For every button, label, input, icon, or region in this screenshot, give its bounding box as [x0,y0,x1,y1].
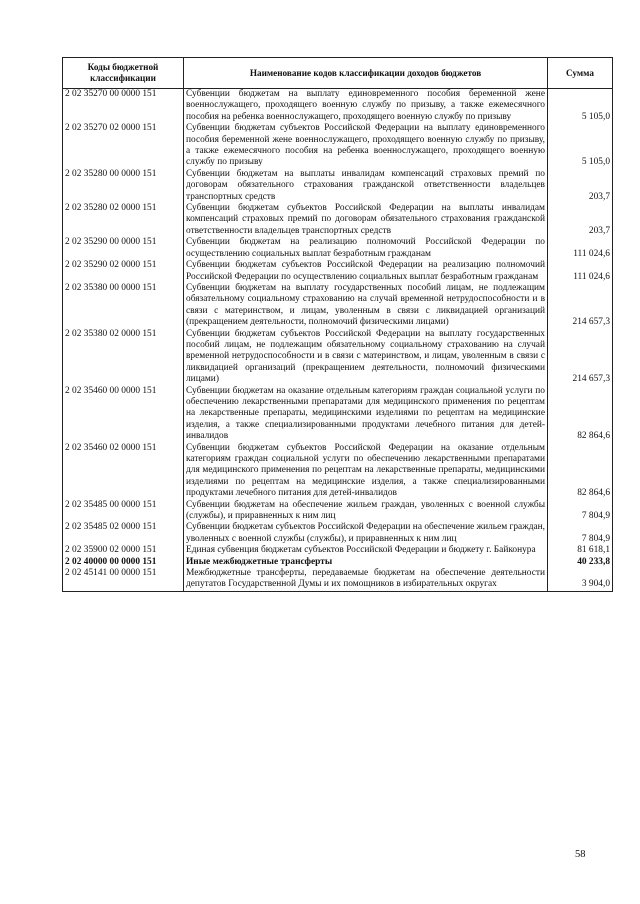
row-sum: 81 618,1 [548,545,613,556]
header-code: Коды бюджетной классификации [63,58,184,89]
table-row [63,500,613,523]
row-sum: 40 233,8 [548,557,613,568]
row-sum: 214 657,3 [548,283,613,329]
row-sum: 82 864,6 [548,443,613,500]
row-code: 2 02 35280 02 0000 151 [63,203,184,237]
row-name: Субвенции бюджетам на выплату единовременного пособия беременной жене военнослужащего, проходящего военную службу по призыву, а также ежемесячного пособия на ребенка военнослужащего, проходящего военную службу по призыву [184,89,548,124]
table-row [63,386,613,443]
row-name: Субвенции бюджетам субъектов Российской Федерации на выплаты инвалидам компенсаций страховых премий по договорам обязательного страхования гражданской ответственности владельцев транспортных средств [184,203,548,237]
row-code: 2 02 35280 00 0000 151 [63,169,184,203]
row-code: 2 02 35380 02 0000 151 [63,329,184,386]
row-code: 2 02 35290 00 0000 151 [63,237,184,260]
row-name: Субвенции бюджетам на оказание отдельным категориям граждан социальной услуги по обеспечению лекарственными препаратами для медицинского применения по рецептам на лекарственные препараты, медицинскими изделиями по рецептам на медицинские изделия, а также специализированными продуктами лечебного питания для детей-инвалидов [184,386,548,443]
row-code: 2 02 35270 02 0000 151 [63,123,184,169]
table-row [63,443,613,500]
row-code: 2 02 40000 00 0000 151 [63,557,184,568]
row-name: Единая субвенция бюджетам субъектов Российской Федерации и бюджету г. Байконура [184,545,548,556]
row-name: Субвенции бюджетам на выплаты инвалидам компенсаций страховых премий по договорам обязательного страхования гражданской ответственности владельцев транспортных средств [184,169,548,203]
row-name: Субвенции бюджетам субъектов Российской Федерации на оказание отдельным категориям граждан социальной услуги по обеспечению лекарственными препаратами для медицинского применения по рецептам на лекарственные препараты, медицинскими изделиями по рецептам на медицинские изделия, а также специализированными продуктами лечебного питания для детей-инвалидов [184,443,548,500]
table-row [63,329,613,386]
row-code: 2 02 35460 02 0000 151 [63,443,184,500]
table-row [63,203,613,237]
row-code: 2 02 45141 00 0000 151 [63,568,184,591]
header-name: Наименование кодов классификации доходов бюджетов [184,58,548,89]
row-name: Субвенции бюджетам субъектов Российской Федерации на выплату единовременного пособия беременной жене военнослужащего, проходящего военную службу по призыву, а также ежемесячного пособия на ребенка военнослужащего, проходящего военную службу по призыву [184,123,548,169]
table-row [63,169,613,203]
header-sum: Сумма [548,58,613,89]
row-code: 2 02 35485 02 0000 151 [63,522,184,545]
budget-classification-table [62,57,613,592]
row-name: Субвенции бюджетам субъектов Российской Федерации на выплату государственных пособий лицам, не подлежащим обязательному социальному страхованию на случай временной нетрудоспособности и в связи с материнством, и лицам, уволенным в связи с ликвидацией организаций (прекращением деятельности, полномочий физическими лицами) [184,329,548,386]
row-sum: 5 105,0 [548,123,613,169]
table-row [63,123,613,169]
row-sum: 203,7 [548,169,613,203]
table-row [63,545,613,556]
page-number: 58 [575,849,586,860]
row-code: 2 02 35380 00 0000 151 [63,283,184,329]
row-name: Иные межбюджетные трансферты [184,557,548,568]
table-row [63,237,613,260]
table-row [63,557,613,568]
row-sum: 111 024,6 [548,260,613,283]
row-name: Субвенции бюджетам субъектов Российской Федерации на обеспечение жильем граждан, уволенных с военной службы (службы), и приравненных к ним лиц [184,522,548,545]
row-name: Субвенции бюджетам на выплату государственных пособий лицам, не подлежащим обязательному социальному страхованию на случай временной нетрудоспособности и в связи с материнством, и лицам, уволенным в связи с ликвидацией организаций (прекращением деятельности, полномочий физическими лицами) [184,283,548,329]
row-name: Субвенции бюджетам субъектов Российской Федерации на реализацию полномочий Российской Федерации по осуществлению социальных выплат безработным гражданам [184,260,548,283]
row-sum: 214 657,3 [548,329,613,386]
row-code: 2 02 35460 00 0000 151 [63,386,184,443]
row-code: 2 02 35270 00 0000 151 [63,89,184,124]
row-code: 2 02 35485 00 0000 151 [63,500,184,523]
row-name: Субвенции бюджетам на обеспечение жильем граждан, уволенных с военной службы (службы), и приравненных к ним лиц [184,500,548,523]
row-sum: 3 904,0 [548,568,613,591]
row-sum: 7 804,9 [548,500,613,523]
row-sum: 82 864,6 [548,386,613,443]
table-row [63,568,613,591]
table-row [63,260,613,283]
table-row [63,283,613,329]
row-code: 2 02 35290 02 0000 151 [63,260,184,283]
row-sum: 7 804,9 [548,522,613,545]
row-sum: 5 105,0 [548,89,613,124]
row-sum: 203,7 [548,203,613,237]
row-code: 2 02 35900 02 0000 151 [63,545,184,556]
table-body [63,89,613,592]
row-name: Межбюджетные трансферты, передаваемые бюджетам на обеспечение деятельности депутатов Государственной Думы и их помощников в избирательных округах [184,568,548,591]
table-row [63,522,613,545]
table-row [63,89,613,124]
row-name: Субвенции бюджетам на реализацию полномочий Российской Федерации по осуществлению социальных выплат безработным гражданам [184,237,548,260]
row-sum: 111 024,6 [548,237,613,260]
table-header-row [63,58,613,89]
